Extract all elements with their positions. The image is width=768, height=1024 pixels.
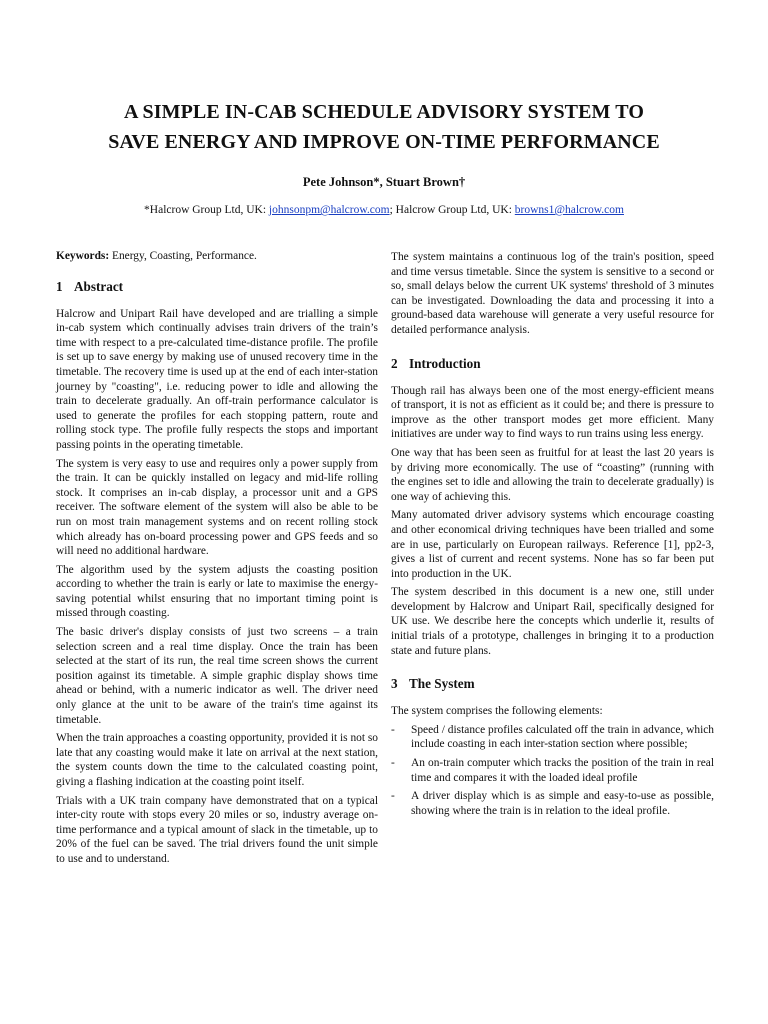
section-title: Abstract [74, 278, 124, 294]
section-title: The System [409, 676, 475, 692]
abstract-paragraph: When the train approaches a coasting opportunity, provided it is not so late that any coasting would make it late on arrival at the next station, the system counts down the time to the calculated coasting point, giving a flashing indication at the coasting point itself. [56, 732, 378, 788]
abstract-paragraph: The algorithm used by the system adjusts the coasting position according to whether the train is early or late to maximise the energy-saving potential whilst ensuring that no important timing point is missed through coasting. [56, 563, 378, 620]
section-number: 3 [391, 676, 398, 692]
affiliation-line [40, 203, 728, 218]
section-number: 2 [391, 355, 398, 371]
keywords-label: Keywords: [56, 250, 110, 262]
introduction-paragraph: One way that has been seen as fruitful for at least the last 20 years is by driving more economically. The use of “coasting” (running with the engines set to idle and allowing the train to decelerate gradually) is one way of achieving this. [391, 446, 714, 503]
abstract-paragraph: Halcrow and Unipart Rail have developed and are trialling a simple in-cab system which continually advises train drivers of the train’s time with respect to a pre-calculated time-distance profile. The profile is set up to save energy by making use of unused recovery time in the timetable. The recovery time is used up at the end of each inter-station journey by "coasting", i.e. reducing power to idle and allowing the train to decelerate gradually. An off-train performance calculator is used to generate the profiles for each stopping pattern, route and rolling stock type. The profile fully respects the stops and important passing points in the operating timetable. [56, 307, 378, 451]
section-heading-abstract [56, 279, 378, 295]
abstract-continuation-paragraph: The system maintains a continuous log of the train's position, speed and time versus timetable. Since the system is sensitive to a second or so, small delays below the current UK systems' threshold of 3 minutes can be investigated. Downloading the data and processing it into a ground-based data warehouse will generate a very useful resource for detailed performance analysis. [391, 251, 714, 336]
section-number: 1 [56, 278, 63, 294]
email-link-brown[interactable]: browns1@halcrow.com [514, 204, 624, 216]
list-item-text: An on-train computer which tracks the position of the train in real time and compares it with the loaded ideal profile [411, 757, 714, 784]
system-lead-text: The system comprises the following elements: [391, 705, 603, 718]
left-column [56, 249, 378, 871]
list-item [391, 756, 714, 785]
section-heading-introduction [391, 356, 714, 372]
introduction-paragraph: The system described in this document is a new one, still under development by Halcrow and Unipart Rail, specifically designed for UK use. We describe here the concepts which underlie it, results of initial trials of a prototype, challenges in bringing it to a production state and future plans. [391, 586, 714, 657]
abstract-paragraph: The basic driver's display consists of just two screens – a train selection screen and a real time display. Once the train has been selected at the start of its run, the real time screen shows the current position against its timetable. A simple graphic display shows time ahead or behind, with a numeric indicator as well. The driver need only glance at the unit to be aware of the train's time against its timetable. [56, 626, 378, 726]
author-list: Pete Johnson*, Stuart Brown† [302, 175, 466, 189]
right-column [391, 250, 714, 822]
list-item-text: A driver display which is as simple and easy-to-use as possible, showing where the train is in relation to the ideal profile. [411, 790, 714, 817]
title-line-1: A SIMPLE IN-CAB SCHEDULE ADVISORY SYSTEM TO [123, 101, 644, 123]
list-item-text: Speed / distance profiles calculated off the train in advance, which include coasting in each inter-station section where possible; [411, 723, 714, 751]
bullet-dash: - [391, 757, 395, 770]
section-spacer [391, 662, 714, 676]
abstract-paragraph: Trials with a UK train company have demonstrated that on a typical inter-city route with stops every 20 miles or so, industry average on-time performance and a typical amount of slack in the timetable, up to 20% of the fuel can be saved. The trial drivers found the unit simple to use and to understand. [56, 794, 378, 865]
keywords-text: Energy, Coasting, Performance. [109, 250, 257, 262]
list-item [391, 789, 714, 818]
section-heading-the-system [391, 676, 714, 692]
list-item [391, 723, 714, 752]
section-title: Introduction [409, 355, 481, 371]
keywords-line [56, 249, 378, 264]
affiliation-prefix: *Halcrow Group Ltd, UK: [144, 204, 269, 216]
section-spacer [391, 342, 714, 356]
title-line-2: SAVE ENERGY AND IMPROVE ON-TIME PERFORMANCE [108, 131, 660, 153]
abstract-paragraph: The system is very easy to use and requires only a power supply from the train. It can be quickly installed on legacy and mid-life rolling stock. It comprises an in-cab display, a processor unit and a GPS receiver. The software element of the system will also be able to be run on most train management systems and on recent rolling stock which already has on-board processing power and GPS feeds and so will need no additional hardware. [56, 457, 378, 558]
bullet-dash: - [391, 790, 395, 803]
email-link-johnson[interactable]: johnsonpm@halcrow.com [268, 204, 390, 216]
introduction-paragraph: Though rail has always been one of the most energy-efficient means of transport, it is not as efficient as it could be; and there is pressure to improve as the other transport modes get more efficient. Many initiatives are under way to find ways to run trains using less energy. [391, 384, 714, 441]
system-elements-list [391, 723, 714, 819]
introduction-paragraph: Many automated driver advisory systems which encourage coasting and other economical driving techniques have been trialled and some are in use, particularly on European railways. Reference [1], pp2-3, gives a list of current and recent systems. None has so far been put into production in the UK. [391, 509, 714, 580]
bullet-dash: - [391, 723, 395, 736]
paper-title [40, 97, 728, 157]
affiliation-middle: ; Halcrow Group Ltd, UK: [389, 204, 515, 216]
